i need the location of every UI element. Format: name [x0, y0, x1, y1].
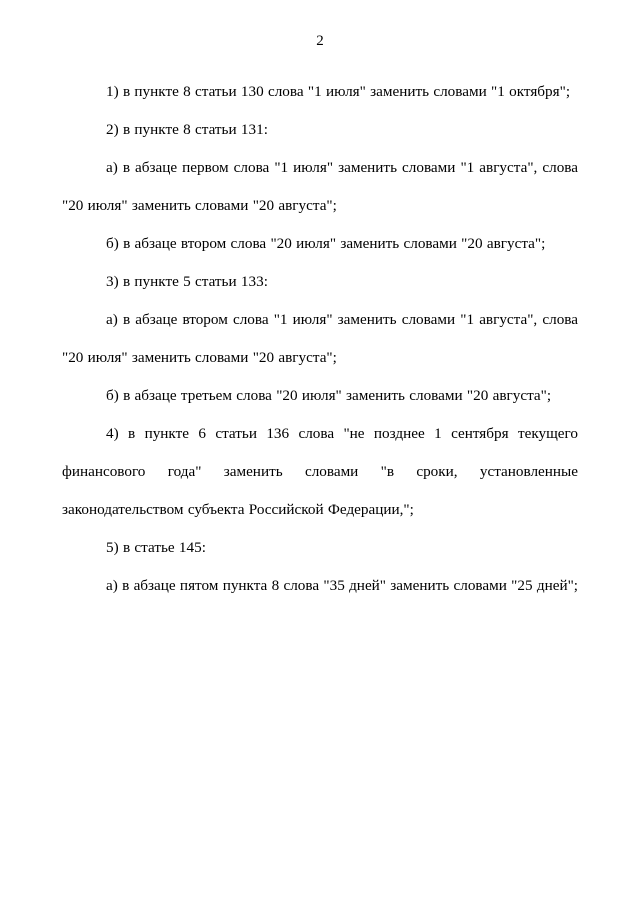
paragraph-item-1: 1) в пункте 8 статьи 130 слова "1 июля" заменить словами "1 октября"; — [106, 83, 571, 100]
paragraph-item-2a: а) в абзаце первом слова "1 июля" заменить словами "1 августа", слова "20 июля" заменить словами "20 августа"; — [62, 159, 578, 214]
paragraph-item-3b: б) в абзаце третьем слова "20 июля" заменить словами "20 августа"; — [106, 387, 552, 404]
paragraph-item-3: 3) в пункте 5 статьи 133: — [106, 273, 268, 290]
paragraph-item-5: 5) в статье 145: — [106, 539, 206, 556]
paragraph-item-5a: а) в абзаце пятом пункта 8 слова "35 дней" заменить словами "25 дней"; — [106, 577, 578, 594]
paragraph-item-4: 4) в пункте 6 статьи 136 слова "не позднее 1 сентября текущего финансового года" заменить словами "в сроки, установленные законодательством субъекта Российской Федерации,"; — [62, 425, 578, 518]
page-number: 2 — [316, 33, 324, 49]
paragraph-item-3a: а) в абзаце втором слова "1 июля" заменить словами "1 августа", слова "20 июля" заменить словами "20 августа"; — [62, 311, 578, 366]
paragraph-item-2b: б) в абзаце втором слова "20 июля" заменить словами "20 августа"; — [106, 235, 546, 252]
paragraph-item-2: 2) в пункте 8 статьи 131: — [106, 121, 268, 138]
